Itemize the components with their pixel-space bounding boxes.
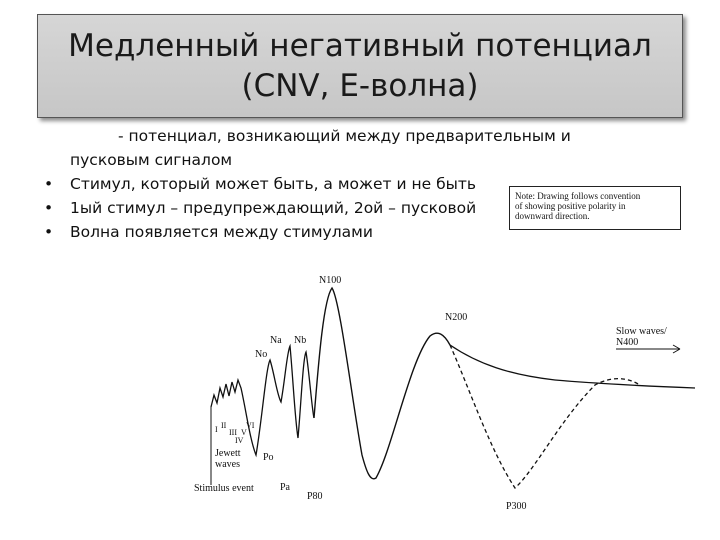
intro-text-line-1: - потенциал, возникающий между предварительным и — [118, 127, 571, 145]
label-n200: N200 — [445, 312, 468, 323]
note-line-3: downward direction. — [515, 211, 590, 221]
note-line-2: of showing positive polarity in — [515, 201, 626, 211]
label-p300: P300 — [506, 501, 527, 512]
label-p80: P80 — [307, 491, 323, 502]
label-nb: Nb — [294, 335, 307, 346]
label-jewett-line-1: Jewett — [215, 448, 241, 459]
label-roman-iii: III — [229, 428, 237, 437]
label-na: Na — [270, 335, 282, 346]
note-line-1: Note: Drawing follows convention — [515, 191, 641, 201]
label-stimulus-event: Stimulus event — [194, 483, 254, 494]
label-roman-iv: IV — [235, 436, 244, 445]
slide-title-line-2: (CNV, E-волна) — [241, 68, 479, 104]
label-roman-i: I — [215, 425, 218, 434]
bullet-item-3: • Волна появляется между стимулами — [44, 220, 604, 244]
label-pa: Pa — [280, 482, 290, 493]
label-slow-waves-line-2: N400 — [616, 337, 639, 348]
label-no: No — [255, 349, 268, 360]
label-po: Po — [263, 452, 274, 463]
waveform-p300-dashed — [450, 345, 640, 488]
early-waveform — [211, 346, 314, 455]
slide-title-line-1: Медленный негативный потенциал — [68, 28, 652, 64]
label-slow-waves-line-1: Slow waves/ — [616, 326, 667, 337]
label-n100: N100 — [319, 275, 342, 286]
label-roman-v: V — [241, 428, 247, 437]
bullet-item-2: • 1ый стимул – предупреждающий, 2ой – пусковой — [44, 196, 604, 220]
main-waveform — [314, 288, 450, 479]
label-roman-vi: VI — [246, 421, 255, 430]
intro-text-line-2: пусковым сигналом — [70, 151, 233, 169]
label-roman-ii: II — [221, 421, 227, 430]
label-jewett-line-2: waves — [215, 459, 240, 470]
bullet-item-1: • Стимул, который может быть, а может и не быть — [44, 172, 604, 196]
waveform-no-p300 — [450, 345, 695, 388]
